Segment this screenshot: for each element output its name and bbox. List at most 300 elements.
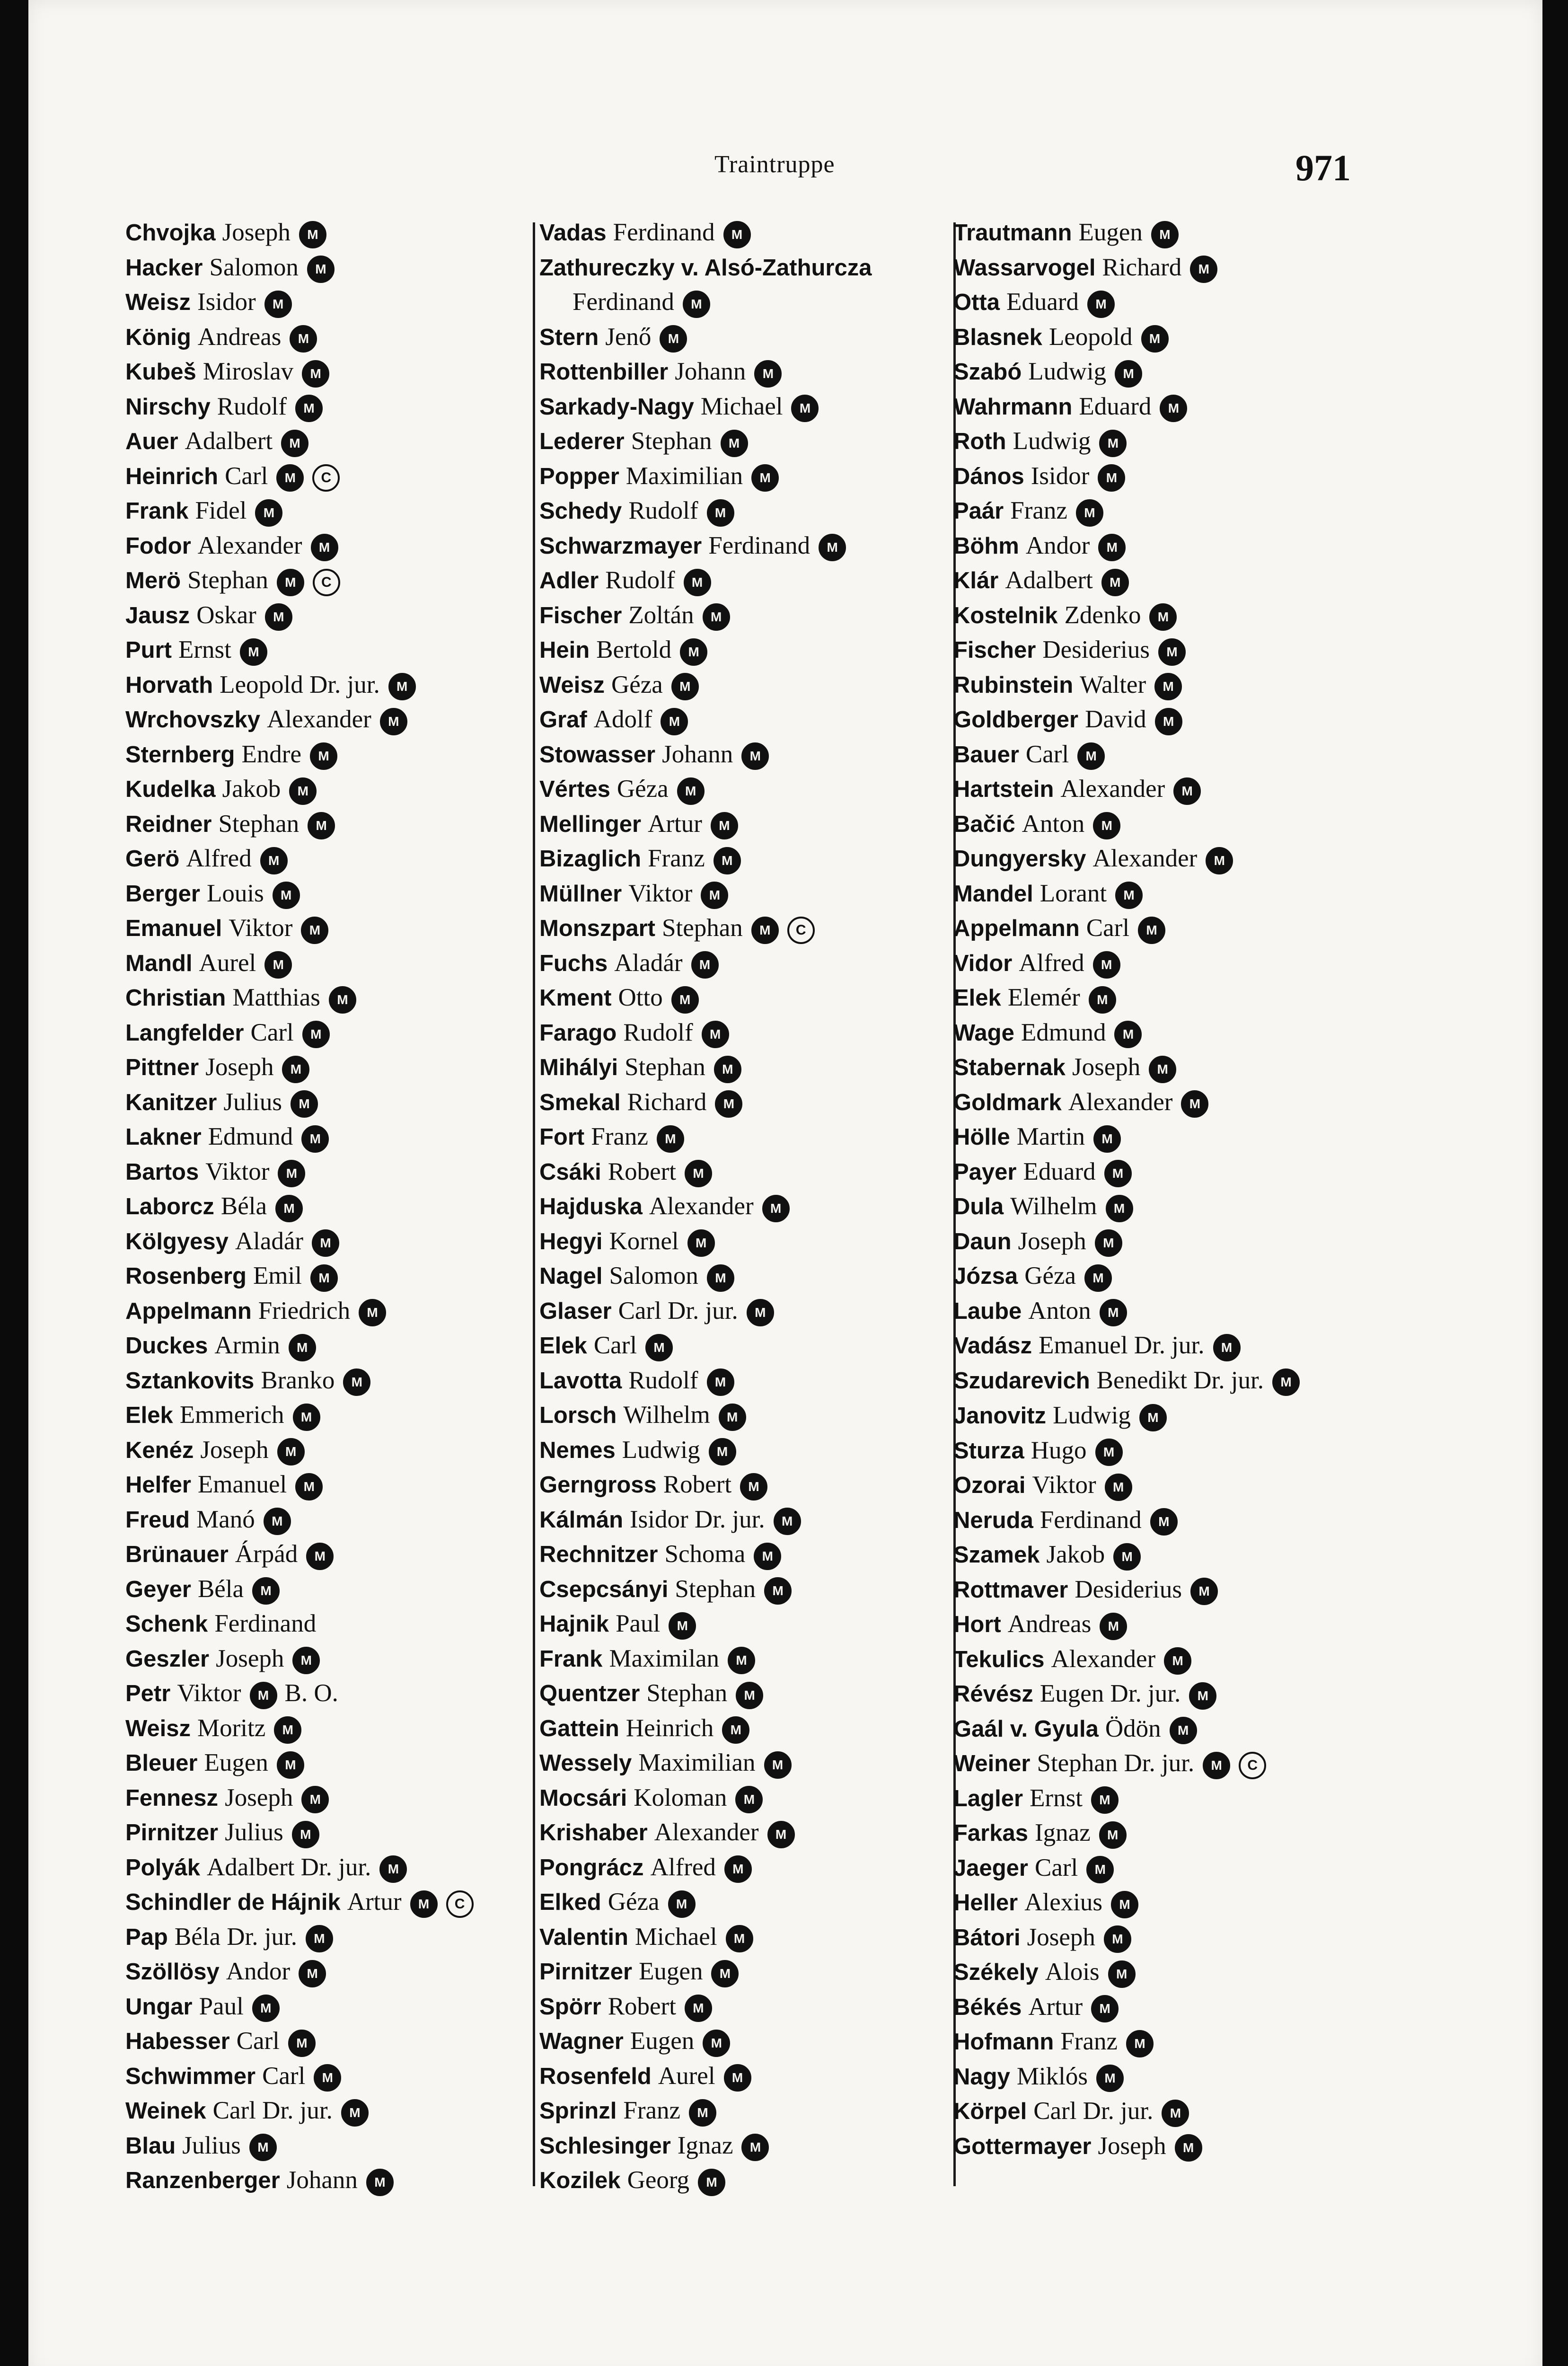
surname: Schindler de Hájnik — [125, 1889, 341, 1915]
given-name: Géza — [608, 1888, 660, 1916]
name-entry — [953, 1537, 1379, 1572]
merit-badge-icon: M — [306, 1543, 334, 1570]
surname: Kölgyesy — [125, 1228, 229, 1254]
given-name: Edmund — [208, 1123, 293, 1150]
surname: Vértes — [539, 777, 610, 802]
running-header: Traintruppe — [714, 151, 835, 178]
given-name: Stephan — [646, 1679, 728, 1707]
given-name: Ferdinand — [708, 531, 810, 559]
given-name: Desiderius — [1075, 1575, 1182, 1603]
name-entry — [953, 876, 1379, 911]
given-name: Alexander — [197, 531, 302, 559]
merit-badge-icon: M — [754, 1543, 781, 1570]
merit-badge-icon: M — [388, 673, 416, 700]
surname: Vadász — [953, 1333, 1032, 1359]
merit-badge-icon: M — [657, 1125, 684, 1153]
name-entry — [125, 1294, 532, 1329]
surname: Frank — [125, 498, 189, 524]
name-entry — [953, 1642, 1379, 1677]
name-entry — [125, 389, 532, 424]
merit-badge-icon: M — [1099, 430, 1127, 457]
merit-badge-icon: M — [1098, 464, 1125, 492]
given-name: Branko — [261, 1366, 335, 1394]
surname: Kment — [539, 985, 612, 1011]
merit-badge-icon: M — [1155, 708, 1182, 735]
given-name: Andreas — [197, 323, 282, 351]
name-entry — [539, 215, 946, 250]
surname: Vadas — [539, 220, 607, 246]
given-name: Andor — [1025, 531, 1090, 559]
name-entry — [125, 702, 532, 737]
given-name: Koloman — [634, 1783, 727, 1811]
merit-badge-icon: M — [660, 325, 687, 353]
merit-badge-icon: M — [312, 1229, 339, 1257]
given-name: Zoltán — [628, 601, 694, 629]
merit-badge-icon: M — [671, 986, 699, 1014]
name-entry — [953, 320, 1379, 355]
given-name: Ludwig — [622, 1436, 700, 1464]
given-name: Friedrich — [258, 1297, 351, 1324]
given-name: Carl — [225, 462, 268, 490]
surname: Révész — [953, 1681, 1033, 1707]
cross-badge-icon: C — [1239, 1752, 1266, 1779]
given-name: Benedikt Dr. jur. — [1096, 1366, 1264, 1394]
given-name: Rudolf — [628, 497, 698, 524]
surname: Dungyersky — [953, 846, 1086, 872]
merit-badge-icon: M — [1091, 1786, 1119, 1814]
given-name: Eugen — [204, 1749, 268, 1776]
name-entry — [539, 1746, 946, 1781]
surname: Auer — [125, 429, 178, 454]
merit-badge-icon: M — [1113, 1543, 1141, 1571]
name-entry — [125, 1920, 532, 1955]
name-entry — [953, 285, 1379, 320]
name-entry — [539, 1850, 946, 1885]
given-name: Rudolf — [605, 566, 675, 594]
name-entry — [539, 737, 946, 772]
name-entry — [539, 1467, 946, 1502]
name-entry — [539, 702, 946, 737]
merit-badge-icon: M — [276, 464, 304, 492]
name-entry — [953, 1259, 1379, 1294]
surname: Lederer — [539, 429, 625, 454]
name-entry — [539, 1676, 946, 1711]
given-name: Bertold — [596, 636, 672, 663]
merit-badge-icon: M — [291, 1090, 318, 1118]
merit-badge-icon: M — [1104, 1160, 1132, 1187]
surname: Reidner — [125, 811, 212, 837]
name-entry — [539, 494, 946, 529]
name-entry — [953, 1920, 1379, 1955]
given-name: Alois — [1045, 1958, 1100, 1986]
merit-badge-icon: M — [301, 1125, 329, 1153]
given-name: Emmerich — [179, 1401, 284, 1429]
given-name: Robert — [608, 1992, 676, 2020]
name-entry — [539, 250, 946, 285]
name-entry — [539, 563, 946, 598]
name-entry — [125, 1328, 532, 1363]
given-name: Joseph — [216, 1644, 284, 1672]
name-entry — [953, 1468, 1379, 1503]
name-entry — [953, 424, 1379, 459]
surname: Böhm — [953, 533, 1019, 559]
name-entry — [539, 1328, 946, 1363]
name-entry — [953, 911, 1379, 946]
name-entry — [539, 1781, 946, 1816]
given-name: Emanuel Dr. jur. — [1039, 1332, 1205, 1359]
merit-badge-icon: M — [1076, 499, 1103, 527]
given-name: Kornel — [609, 1227, 679, 1255]
given-name: Maximilan — [609, 1644, 720, 1672]
given-name: Michael — [634, 1923, 717, 1951]
merit-badge-icon: M — [722, 1716, 749, 1744]
given-name: Robert — [663, 1471, 732, 1498]
name-entry — [125, 1954, 532, 1989]
surname: Chvojka — [125, 220, 216, 246]
name-entry — [125, 1120, 532, 1155]
merit-badge-icon: M — [1098, 534, 1126, 561]
merit-badge-icon: M — [1100, 1299, 1127, 1326]
merit-badge-icon: M — [282, 1056, 309, 1083]
surname: Quentzer — [539, 1681, 640, 1706]
given-name: Moritz — [197, 1714, 266, 1742]
merit-badge-icon: M — [1087, 291, 1115, 318]
name-entry — [125, 1885, 532, 1920]
merit-badge-icon: M — [791, 395, 819, 422]
surname: Lavotta — [539, 1368, 622, 1394]
name-entry — [539, 389, 946, 424]
given-name: Alfred — [1019, 949, 1084, 977]
given-name: Joseph — [200, 1436, 269, 1464]
name-entry — [539, 772, 946, 807]
given-name: Franz — [1010, 497, 1067, 524]
name-entry — [953, 1328, 1379, 1363]
name-entry — [125, 2128, 532, 2163]
given-name: Adalbert — [1005, 566, 1093, 594]
merit-badge-icon: M — [1170, 1717, 1197, 1744]
surname: Weisz — [125, 1715, 191, 1741]
surname: Stowasser — [539, 742, 656, 768]
surname: Fischer — [953, 637, 1036, 663]
merit-badge-icon: M — [292, 1821, 319, 1848]
surname: Szamek — [953, 1542, 1040, 1568]
merit-badge-icon: M — [1190, 256, 1217, 283]
given-name: Viktor — [628, 879, 693, 907]
name-entry — [539, 1954, 946, 1989]
surname: Stabernak — [953, 1055, 1066, 1080]
merit-badge-icon: M — [289, 1334, 316, 1361]
name-entry — [539, 424, 946, 459]
merit-badge-icon: M — [724, 2064, 751, 2092]
name-entry — [539, 2163, 946, 2198]
given-name: Anton — [1022, 810, 1085, 838]
name-entry — [125, 1537, 532, 1572]
merit-badge-icon: M — [249, 2134, 277, 2161]
surname: Kenéz — [125, 1437, 194, 1463]
name-entry — [539, 2093, 946, 2128]
surname: Pap — [125, 1924, 168, 1950]
name-entry — [125, 459, 532, 494]
given-name: Aladár — [235, 1227, 304, 1255]
surname: Christian — [125, 985, 226, 1011]
merit-badge-icon: M — [1160, 395, 1187, 422]
name-entry — [539, 1224, 946, 1259]
merit-badge-icon: M — [1213, 1334, 1241, 1361]
name-entry — [953, 1712, 1379, 1747]
given-name: Lorant — [1039, 879, 1107, 907]
name-entry — [125, 2059, 532, 2094]
given-name: Julius — [182, 2131, 241, 2159]
surname: Wassarvogel — [953, 255, 1096, 281]
name-entry — [539, 529, 946, 564]
merit-badge-icon: M — [1089, 986, 1116, 1014]
merit-badge-icon: M — [1189, 1682, 1216, 1710]
surname: Klár — [953, 568, 999, 593]
page-number: 971 — [1295, 147, 1351, 188]
merit-badge-icon: M — [277, 1438, 305, 1466]
name-entry — [539, 1294, 946, 1329]
name-entry — [953, 1851, 1379, 1886]
name-entry — [539, 1085, 946, 1120]
given-name: Alexander — [1060, 775, 1165, 803]
surname: Gattein — [539, 1715, 619, 1741]
name-entry — [953, 1572, 1379, 1607]
surname: Appelmann — [953, 916, 1080, 941]
merit-badge-icon: M — [310, 1264, 338, 1292]
surname: Habesser — [125, 2029, 230, 2054]
name-column-2 — [539, 215, 946, 2198]
name-entry — [953, 1363, 1379, 1399]
name-entry — [953, 563, 1379, 598]
surname: Wagner — [539, 2029, 624, 2054]
name-entry — [125, 737, 532, 772]
surname: Gerö — [125, 846, 180, 872]
surname: Kostelnik — [953, 602, 1058, 628]
name-entry — [539, 980, 946, 1015]
surname: Körpel — [953, 2099, 1027, 2124]
surname: Rottmaver — [953, 1577, 1068, 1603]
merit-badge-icon: M — [1086, 1856, 1114, 1883]
given-name: Ludwig — [1013, 427, 1091, 455]
surname: Spörr — [539, 1994, 601, 2020]
merit-badge-icon: M — [723, 221, 751, 248]
name-entry — [953, 946, 1379, 981]
name-entry — [953, 1955, 1379, 1990]
merit-badge-icon: M — [1111, 1891, 1138, 1918]
surname: Wage — [953, 1020, 1014, 1046]
name-entry — [125, 1642, 532, 1677]
merit-badge-icon: M — [1093, 812, 1120, 839]
name-entry — [539, 1885, 946, 1920]
merit-badge-icon: M — [264, 951, 292, 979]
merit-badge-icon: M — [1162, 2100, 1189, 2127]
merit-badge-icon: M — [683, 291, 710, 318]
name-entry — [953, 1433, 1379, 1468]
surname: Bačić — [953, 811, 1015, 837]
merit-badge-icon: M — [359, 1299, 386, 1326]
name-entry — [125, 354, 532, 389]
merit-badge-icon: M — [707, 1264, 734, 1292]
surname: Weinek — [125, 2098, 206, 2124]
merit-badge-icon: M — [265, 603, 292, 631]
surname: Dános — [953, 463, 1024, 489]
surname: Wrchovszky — [125, 707, 261, 733]
surname: Krishaber — [539, 1820, 648, 1845]
surname: Hegyi — [539, 1228, 603, 1254]
given-name: Ferdinand — [214, 1610, 317, 1637]
given-name: Ernst — [178, 636, 231, 663]
given-name: Michael — [700, 392, 783, 420]
surname: Appelmann — [125, 1298, 252, 1324]
given-name: Artur — [347, 1888, 402, 1916]
given-name: Jakob — [1046, 1541, 1105, 1568]
name-entry — [125, 1502, 532, 1537]
given-name: Eugen — [639, 1958, 703, 1985]
surname: Pittner — [125, 1055, 199, 1080]
name-entry — [953, 841, 1379, 876]
given-name: Hugo — [1031, 1436, 1087, 1464]
merit-badge-icon: M — [1158, 638, 1186, 666]
surname: Rosenberg — [125, 1263, 247, 1289]
name-entry — [125, 1433, 532, 1468]
name-entry — [953, 668, 1379, 703]
name-entry — [539, 1120, 946, 1155]
given-name: Joseph — [222, 219, 291, 246]
given-name: Viktor — [205, 1157, 270, 1185]
name-entry — [539, 1155, 946, 1190]
surname: Elek — [125, 1403, 173, 1428]
name-entry — [125, 1224, 532, 1259]
name-entry — [539, 1607, 946, 1642]
given-name: Zdenko — [1064, 601, 1141, 629]
surname: Sturza — [953, 1438, 1024, 1464]
merit-badge-icon: M — [329, 986, 356, 1014]
name-entry — [125, 876, 532, 911]
surname: Schwarzmayer — [539, 533, 702, 559]
name-entry — [953, 250, 1379, 285]
merit-badge-icon: M — [264, 1508, 291, 1535]
given-name: Ignaz — [1035, 1819, 1091, 1846]
name-entry — [539, 1259, 946, 1294]
name-entry — [125, 529, 532, 564]
merit-badge-icon: M — [290, 325, 317, 353]
name-entry — [953, 1085, 1379, 1120]
surname: Ozorai — [953, 1473, 1026, 1498]
given-name: Emil — [253, 1262, 302, 1289]
surname: Bleuer — [125, 1750, 198, 1776]
given-name: Ignaz — [677, 2131, 733, 2159]
merit-badge-icon: M — [293, 1404, 320, 1431]
given-name: Ernst — [1030, 1784, 1083, 1812]
name-entry — [125, 424, 532, 459]
surname: Wessely — [539, 1750, 632, 1776]
merit-badge-icon: M — [719, 1404, 746, 1431]
given-name: Isidor Dr. jur. — [630, 1505, 765, 1533]
merit-badge-icon: M — [1141, 325, 1169, 353]
merit-badge-icon: M — [274, 1716, 301, 1744]
merit-badge-icon: M — [740, 1473, 767, 1501]
name-entry — [953, 1224, 1379, 1259]
given-name: Rudolf — [623, 1018, 693, 1046]
merit-badge-icon: M — [1173, 777, 1201, 805]
name-entry — [539, 598, 946, 633]
merit-badge-icon: M — [819, 534, 846, 561]
surname: Józsa — [953, 1263, 1018, 1289]
given-name: Ludwig — [1028, 358, 1107, 385]
merit-badge-icon: M — [687, 1229, 715, 1257]
merit-badge-icon: M — [341, 2099, 369, 2127]
merit-badge-icon: M — [685, 1160, 712, 1187]
surname: Müllner — [539, 881, 622, 907]
merit-badge-icon: M — [240, 638, 267, 666]
name-entry — [539, 841, 946, 876]
merit-badge-icon: M — [754, 360, 782, 388]
name-entry — [125, 1155, 532, 1190]
given-name: Joseph — [225, 1783, 293, 1811]
name-entry — [953, 1050, 1379, 1085]
merit-badge-icon: M — [307, 256, 335, 283]
given-name: Emanuel — [197, 1471, 287, 1498]
surname: Elked — [539, 1889, 601, 1915]
merit-badge-icon: M — [1149, 1056, 1176, 1083]
cross-badge-icon: C — [312, 464, 340, 492]
name-entry — [125, 2163, 532, 2198]
given-name: Béla — [197, 1575, 244, 1603]
name-entry — [953, 772, 1379, 807]
given-name: Rudolf — [628, 1366, 698, 1394]
given-name: Maximilian — [638, 1749, 756, 1776]
name-entry — [953, 1015, 1379, 1051]
name-entry — [125, 1815, 532, 1850]
name-entry — [539, 911, 946, 946]
given-name: Joseph — [1098, 2132, 1166, 2160]
merit-badge-icon: M — [764, 1577, 792, 1605]
merit-badge-icon: M — [703, 2030, 730, 2057]
surname: Smekal — [539, 1089, 621, 1115]
given-name: Martin — [1016, 1123, 1085, 1150]
name-entry — [539, 2024, 946, 2059]
given-name: Schoma — [664, 1540, 746, 1568]
given-name: Aladár — [614, 949, 683, 977]
given-name: Stephan — [625, 1053, 705, 1081]
given-name: Carl — [1025, 740, 1069, 768]
surname: Fennesz — [125, 1785, 219, 1811]
name-entry — [125, 494, 532, 529]
given-name: Walter — [1080, 671, 1146, 698]
surname: Fort — [539, 1124, 585, 1150]
merit-badge-icon: M — [1138, 917, 1165, 944]
merit-badge-icon: M — [1108, 1960, 1136, 1988]
surname: Berger — [125, 881, 200, 907]
given-name: Jakob — [222, 775, 281, 803]
given-name: Maximilian — [625, 462, 743, 490]
surname: Glaser — [539, 1298, 612, 1324]
merit-badge-icon: M — [314, 2064, 341, 2092]
given-name: Johann — [662, 740, 733, 768]
given-name: Julius — [223, 1088, 282, 1116]
surname: Stern — [539, 324, 599, 350]
given-name: Louis — [206, 879, 264, 907]
merit-badge-icon: M — [709, 1438, 736, 1466]
given-name: Isidor — [197, 288, 256, 316]
merit-badge-icon: M — [1096, 2065, 1124, 2092]
surname: Bartos — [125, 1159, 199, 1185]
merit-badge-icon: M — [255, 499, 282, 527]
merit-badge-icon: M — [774, 1508, 801, 1535]
surname: Bátori — [953, 1925, 1021, 1951]
surname: Neruda — [953, 1507, 1033, 1533]
given-name: Edmund — [1021, 1018, 1106, 1046]
